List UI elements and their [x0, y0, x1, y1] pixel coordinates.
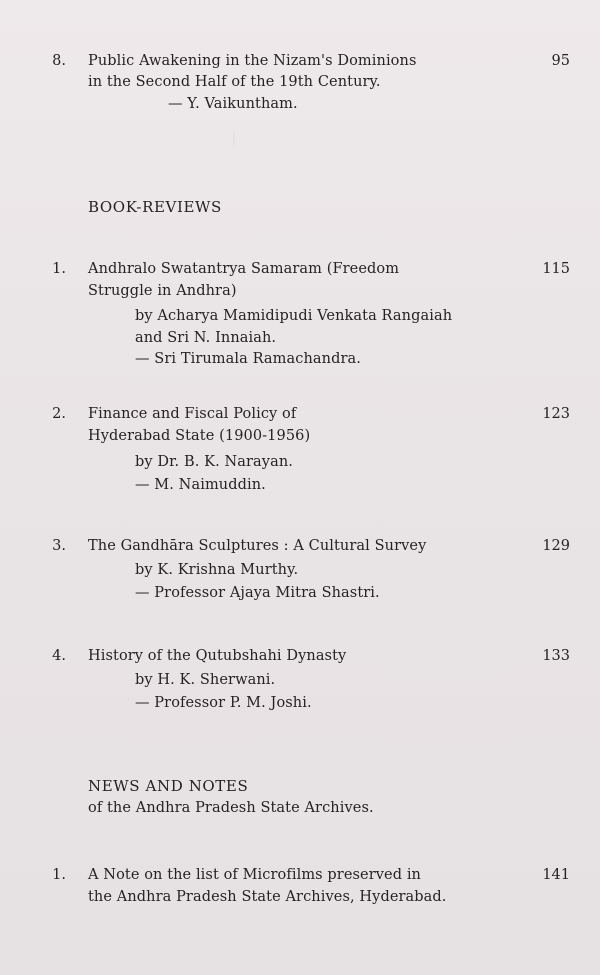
review-page-number: 129 — [542, 538, 570, 554]
news-page-number: 141 — [542, 867, 570, 883]
section-heading-news-notes: NEWS AND NOTES — [88, 777, 249, 795]
entry-page-number: 95 — [551, 53, 570, 69]
review-title-line: Andhralo Swatantrya Samaram (Freedom — [88, 261, 400, 277]
review-number: 4. — [52, 648, 66, 664]
review-title-line: Struggle in Andhra) — [88, 283, 237, 299]
review-page-number: 133 — [542, 648, 570, 664]
review-by-line: by Dr. B. K. Narayan. — [135, 454, 293, 470]
review-page-number: 123 — [542, 406, 570, 422]
entry-number: 8. — [52, 53, 66, 69]
review-title-line: The Gandhāra Sculptures : A Cultural Survey — [88, 538, 427, 554]
news-number: 1. — [52, 867, 66, 883]
review-by-line: by H. K. Sherwani. — [135, 672, 276, 688]
entry-title-line: Public Awakening in the Nizam's Dominions — [88, 53, 417, 69]
entry-author: — Y. Vaikuntham. — [168, 96, 298, 112]
review-reviewer: — Sri Tirumala Ramachandra. — [135, 351, 361, 367]
review-reviewer: — Professor Ajaya Mitra Shastri. — [135, 585, 380, 601]
review-by-line: by K. Krishna Murthy. — [135, 562, 299, 578]
review-number: 1. — [52, 261, 66, 277]
news-title-line: the Andhra Pradesh State Archives, Hyderabad. — [88, 889, 447, 905]
review-by-line: and Sri N. Innaiah. — [135, 330, 277, 346]
review-title-line: Hyderabad State (1900-1956) — [88, 428, 311, 444]
bleed-through-text: │ — [230, 132, 241, 147]
section-heading-book-reviews: BOOK-REVIEWS — [88, 198, 222, 216]
review-page-number: 115 — [542, 261, 570, 277]
entry-title-line: in the Second Half of the 19th Century. — [88, 74, 381, 90]
news-title-line: A Note on the list of Microfilms preserved in — [88, 867, 422, 883]
review-number: 2. — [52, 406, 66, 422]
review-title-line: Finance and Fiscal Policy of — [88, 406, 297, 422]
review-reviewer: — M. Naimuddin. — [135, 477, 266, 493]
review-by-line: by Acharya Mamidipudi Venkata Rangaiah — [135, 308, 453, 324]
review-number: 3. — [52, 538, 66, 554]
review-title-line: History of the Qutubshahi Dynasty — [88, 648, 347, 664]
review-reviewer: — Professor P. M. Joshi. — [135, 695, 312, 711]
section-subheading: of the Andhra Pradesh State Archives. — [88, 800, 374, 816]
